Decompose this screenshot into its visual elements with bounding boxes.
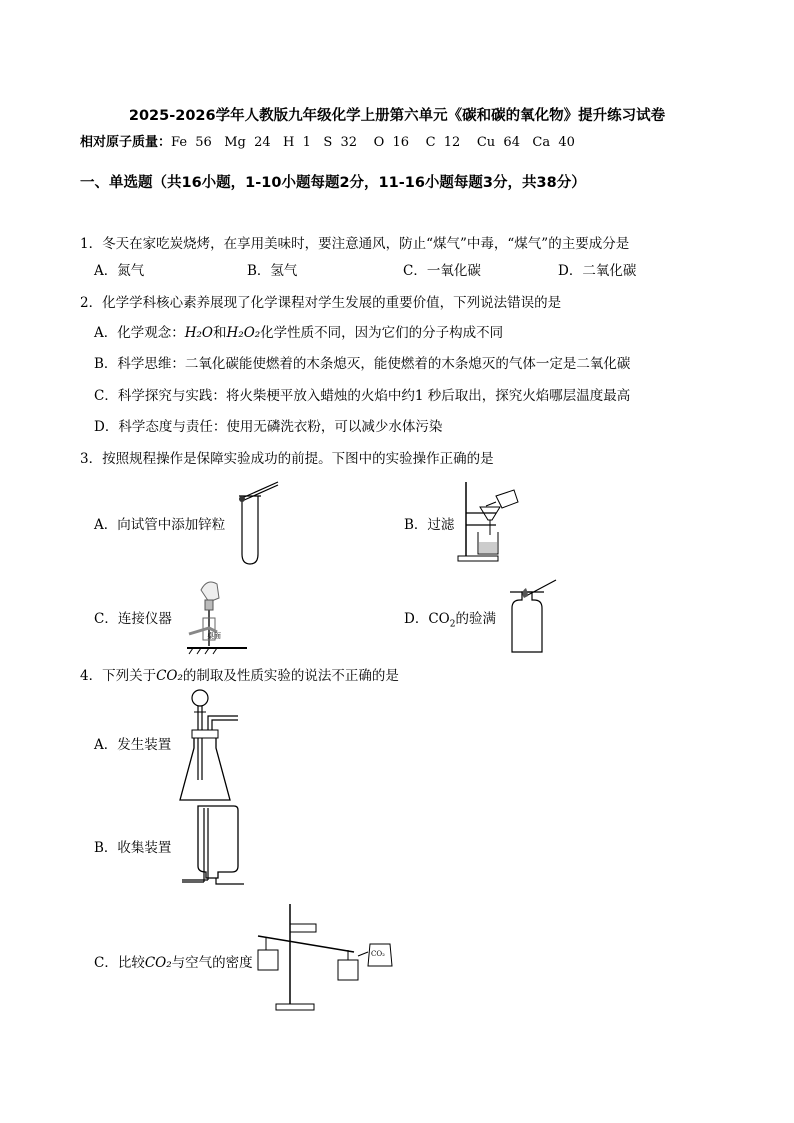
connect-apparatus-figure	[187, 578, 249, 660]
q1-option-a[interactable]: A．氮气	[94, 263, 145, 279]
q3-option-c[interactable]: C．连接仪器	[94, 611, 172, 627]
co2-test-full-figure	[506, 578, 562, 654]
table-label: 桌面	[207, 632, 221, 640]
q3-option-d[interactable]	[404, 607, 496, 630]
co2-bottle-label: CO₂	[371, 950, 385, 958]
q3-stem: 3．按照规程操作是保障实验成功的前提。下图中的实验操作正确的是	[80, 451, 494, 467]
q1-option-b[interactable]: B．氢气	[247, 263, 298, 279]
q1-stem: 1．冬天在家吃炭烧烤，在享用美味时，要注意通风，防止“煤气”中毒，“煤气”的主要成分是	[80, 236, 630, 252]
formula-h2o: H₂O	[184, 325, 214, 341]
q2-option-a[interactable]	[94, 321, 503, 341]
q2-a-and: 和	[213, 325, 227, 341]
section-heading: 一、单选题（共16小题，1-10小题每题2分，11-16小题每题3分，共38分）	[80, 175, 586, 191]
q4-stem	[80, 664, 399, 684]
q2-a-suffix: 化学性质不同，因为它们的分子构成不同	[260, 325, 504, 341]
test-tube-tweezers-figure	[232, 480, 282, 566]
q4-c-suffix: 与空气的密度	[171, 955, 253, 971]
atomic-mass-line	[80, 131, 575, 150]
q3-d-prefix: D．CO	[404, 611, 450, 627]
co2-generator-figure	[178, 688, 244, 804]
formula-h2o2: H₂O₂	[226, 325, 261, 341]
q1-option-d[interactable]: D．二氧化碳	[558, 263, 637, 279]
q2-option-d[interactable]: D．科学态度与责任：使用无磷洗衣粉，可以减少水体污染	[94, 419, 443, 435]
q3-d-suffix: 的验满	[455, 611, 496, 627]
q3-d-subscript: 2	[449, 619, 456, 630]
q3-option-b[interactable]: B．过滤	[404, 517, 455, 533]
q4-stem-prefix: 4．下列关于	[80, 668, 157, 684]
atomic-mass-label: 相对原子质量：	[80, 135, 172, 150]
q2-option-b[interactable]: B．科学思维：二氧化碳能使燃着的木条熄灭，能使燃着的木条熄灭的气体一定是二氧化碳	[94, 356, 631, 372]
page-title: 2025-2026学年人教版九年级化学上册第六单元《碳和碳的氧化物》提升练习试卷	[128, 108, 666, 124]
q4-option-c[interactable]	[94, 951, 253, 971]
q2-a-prefix: A．化学观念：	[94, 325, 185, 341]
q4-stem-suffix: 的制取及性质实验的说法不正确的是	[182, 668, 399, 684]
q2-stem: 2．化学学科核心素养展现了化学课程对学生发展的重要价值，下列说法错误的是	[80, 295, 562, 311]
q1-option-c[interactable]: C．一氧化碳	[403, 263, 481, 279]
q4-option-a[interactable]: A．发生装置	[94, 737, 172, 753]
formula-co2: CO₂	[156, 668, 183, 684]
q4-c-prefix: C．比较	[94, 955, 145, 971]
q4-option-b[interactable]: B．收集装置	[94, 840, 172, 856]
filtration-figure	[456, 480, 522, 562]
formula-co2-c: CO₂	[144, 955, 172, 971]
q2-option-c[interactable]: C．科学探究与实践：将火柴梗平放入蜡烛的火焰中约1 秒后取出，探究火焰哪层温度最高	[94, 388, 631, 404]
co2-collector-figure	[178, 800, 244, 886]
q3-option-a[interactable]: A．向试管中添加锌粒	[94, 517, 226, 533]
atomic-mass-values: Fe 56 Mg 24 H 1 S 32 O 16 C 12 Cu 64 Ca 40	[171, 135, 575, 150]
